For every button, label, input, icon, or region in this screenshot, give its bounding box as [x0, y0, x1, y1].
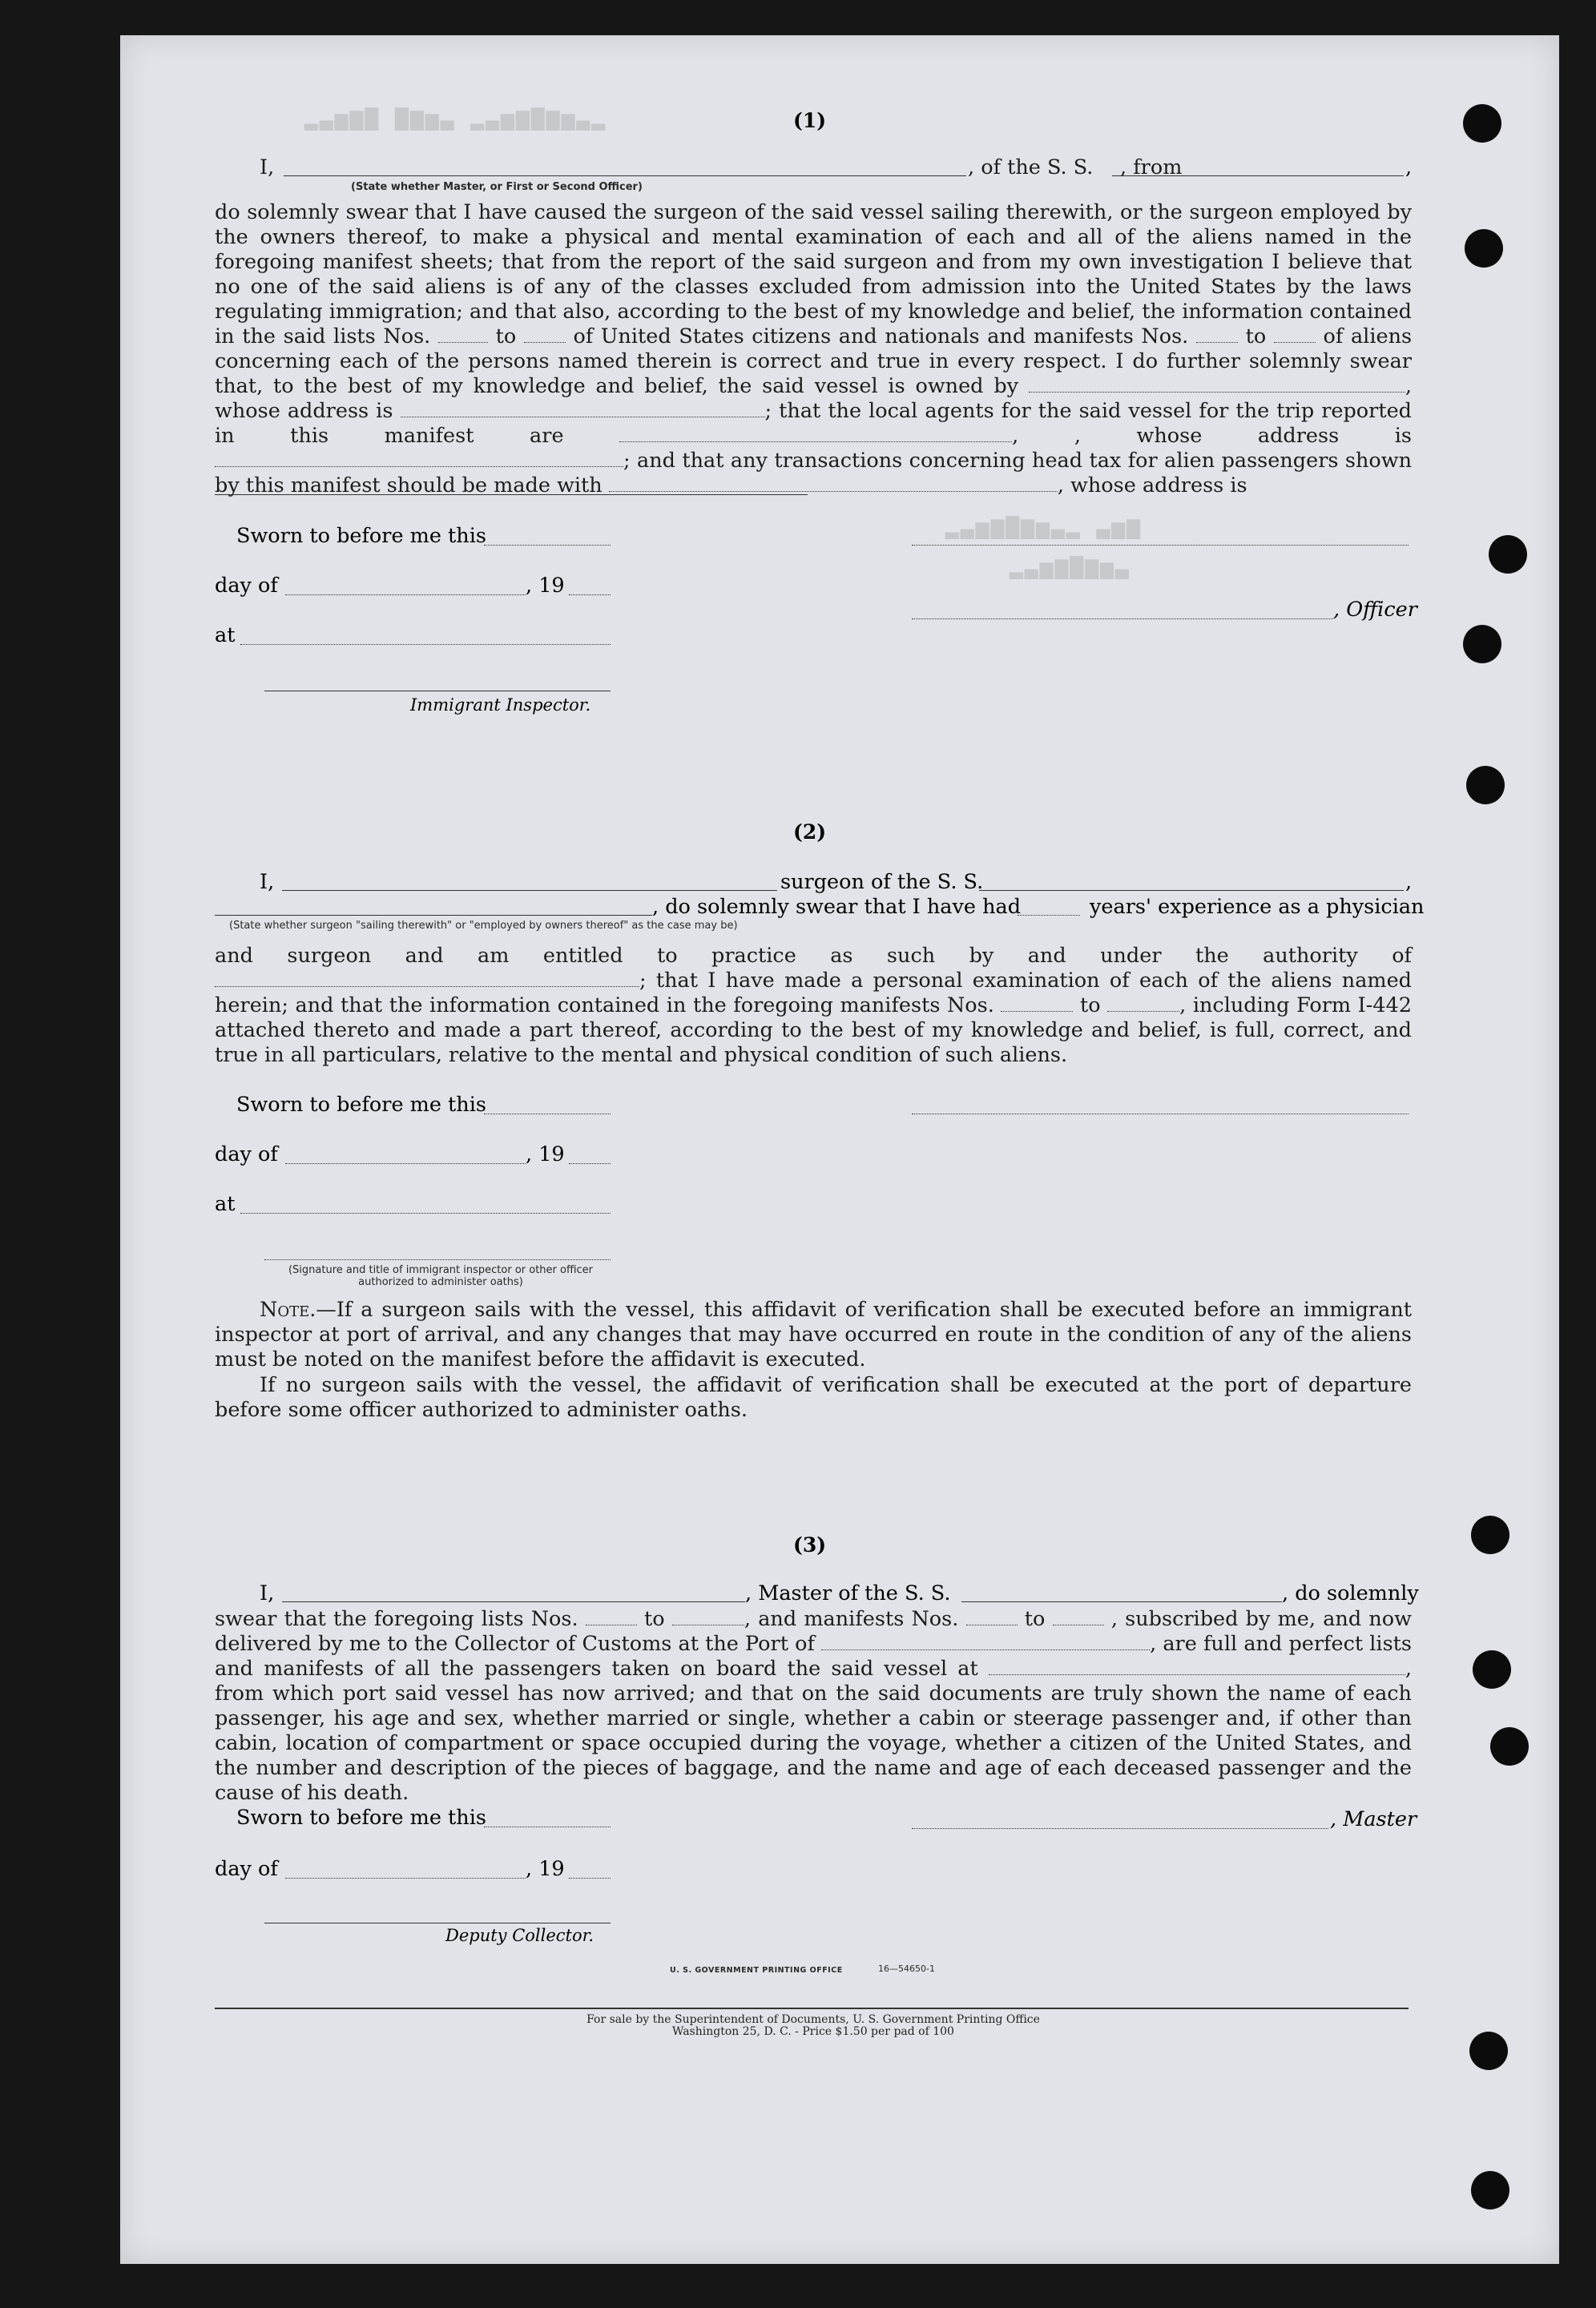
agents-field[interactable]	[619, 425, 1012, 442]
officer-signature-line[interactable]	[912, 545, 1409, 546]
owner-field[interactable]	[1029, 376, 1405, 393]
text: of aliens concerning each of the persons named therein is correct and true in every respect. I do further solemnly swear that, to the best of my knowledge and belief, the said vessel is owned by	[215, 324, 1413, 398]
manifest-no-from-field[interactable]	[1196, 326, 1238, 343]
month-field[interactable]	[285, 1878, 526, 1879]
note-paragraph-2	[215, 1373, 1412, 1423]
text: ,	[1405, 155, 1413, 179]
month-field[interactable]	[285, 594, 526, 595]
year-label: , 19	[526, 1142, 565, 1166]
manifest-no-to-field[interactable]	[1053, 1609, 1104, 1625]
note-paragraph	[215, 1298, 1412, 1372]
surgeon-note: (State whether surgeon "sailing therewith" or "employed by owners thereof" as the case may be)	[229, 920, 738, 932]
punch-hole	[1490, 1727, 1529, 1766]
text: I,	[260, 1581, 275, 1605]
sale-line: Washington 25, D. C. - Price $1.50 per pad of 100	[672, 2025, 954, 2038]
bleed-through: ▂▃▅▆▇▆▅▃▂ ▃▅▆	[945, 513, 1143, 539]
day-of-label: day of	[215, 1857, 278, 1881]
punch-hole	[1463, 104, 1501, 143]
bleed-through: ▂▃▅▆▇▆▅▃	[1010, 553, 1130, 579]
punch-hole	[1471, 2171, 1509, 2209]
punch-hole	[1465, 229, 1503, 268]
surgeon-status-line[interactable]	[215, 915, 652, 916]
vessel-name-line[interactable]	[979, 890, 1404, 891]
port-from-line[interactable]	[1203, 175, 1404, 176]
text: to	[644, 1607, 665, 1631]
manifest-no-from-field[interactable]	[1001, 995, 1073, 1012]
at-place-field[interactable]	[240, 1213, 611, 1214]
punch-hole	[1463, 625, 1501, 663]
text: years' experience as a physician	[1090, 895, 1425, 919]
sale-notice	[481, 2014, 1146, 2038]
text: to	[1079, 993, 1101, 1017]
note-label: Note.	[260, 1298, 316, 1322]
master-name-line[interactable]	[282, 1601, 745, 1602]
list-no-to-field[interactable]	[524, 326, 566, 343]
sworn-label: Sworn to before me this	[236, 1093, 486, 1117]
master-label: , Master	[1330, 1807, 1417, 1831]
text: surgeon of the S. S.	[780, 870, 984, 894]
inspector-signature-line[interactable]	[264, 1259, 611, 1260]
owner-address-field[interactable]	[401, 401, 765, 417]
sworn-label: Sworn to before me this	[236, 524, 486, 548]
text: , do solemnly	[1282, 1581, 1419, 1605]
vessel-name-line[interactable]	[961, 1601, 1282, 1602]
manifest-no-to-field[interactable]	[1274, 326, 1316, 343]
year-label: , 19	[526, 1857, 565, 1881]
year-field[interactable]	[569, 1163, 611, 1164]
section-number: (1)	[793, 109, 827, 132]
inspector-label: (Signature and title of immigrant inspector or other officer authorized to administer oaths)	[288, 1264, 594, 1288]
punch-hole	[1466, 766, 1505, 804]
punch-hole	[1473, 1650, 1511, 1689]
address-continuation-line[interactable]	[215, 494, 808, 495]
text: I,	[260, 870, 275, 894]
year-field[interactable]	[569, 1878, 611, 1879]
month-field[interactable]	[285, 1163, 526, 1164]
text: , do solemnly swear that I have had	[652, 895, 1022, 919]
text: , including Form I-442 attached thereto and made a part thereof, according to the best of my knowledge and belief, is full, correct, and true in all particulars, relative to the mental and physical condition of such aliens.	[215, 993, 1413, 1067]
inspector-label: Immigrant Inspector.	[410, 695, 591, 715]
text: —If a surgeon sails with the vessel, this affidavit of verification shall be executed before an immigrant inspector at port of arrival, and any changes that may have occurred en route in the condition of any of the aliens must be noted on the manifest before the affidavit is executed.	[215, 1298, 1412, 1372]
text: , are full and perfect lists and manifests of all the passengers taken on board the said vessel at	[215, 1632, 1412, 1681]
list-no-from-field[interactable]	[586, 1609, 637, 1625]
text: , of the S. S.	[968, 155, 1094, 179]
day-of-label: day of	[215, 574, 278, 598]
section-1-body: do solemnly swear that I have caused the surgeon of the said vessel sailing therewith, or the surgeon employed by the owners thereof, to make a physical and mental examination of each and all of the aliens named in the foregoing manifest sheets; that from the report of the said surgeon and from my own investigation I believe that no one of the said aliens is of any of the classes excluded from admission into the United States by the laws regulating immigration; and that also, according to the best of my knowledge and belief, the information contained in the said lists Nos. to of United States citizens and nationals and manifests Nos. to of aliens concerning each of the persons named therein is correct and true in every respect. I do further solemnly swear that, to the best of my knowledge and belief, the said vessel is owned by , whose address is ; that the local agents for the said vessel for the trip reported in this manifest are , , whose address is ; and that any transactions concerning head tax for alien passengers shown by this manifest should be made with , whose address is	[215, 200, 1413, 497]
text: do solemnly swear that I have caused the surgeon of the said vessel sailing therewith, or the surgeon employed by the owners thereof, to make a physical and mental examination of each and all of the aliens named in the foregoing manifest sheets; that from the report of the said surgeon and from my own investigation I believe that no one of the said aliens is of any of the classes excluded from admission into the United States by the laws regulating immigration; and that also, according to the best of my knowledge and belief, the information contained in the said lists Nos.	[215, 200, 1412, 348]
section-2-body	[215, 944, 1412, 1068]
at-label: at	[215, 623, 236, 647]
text: to	[495, 324, 517, 348]
footer-divider	[215, 2008, 1409, 2009]
text: ; that the local agents for the said vessel for the trip reported in this manifest are	[215, 399, 1413, 448]
section-number: (2)	[793, 820, 827, 844]
text: , Master of the S. S.	[745, 1581, 951, 1605]
master-signature-line[interactable]	[912, 1828, 1328, 1829]
port-of-field[interactable]	[821, 1633, 1150, 1650]
text: , whose address is	[215, 374, 1412, 423]
officer-note: (State whether Master, or First or Second Officer)	[351, 181, 643, 193]
manifest-no-from-field[interactable]	[966, 1609, 1018, 1625]
agents-address-field[interactable]	[215, 450, 623, 467]
officer-name-line[interactable]	[284, 175, 966, 176]
surgeon-name-line[interactable]	[282, 890, 777, 891]
text: and surgeon and am entitled to practice as such by and under the authority of	[215, 944, 1412, 968]
text: to	[1245, 324, 1267, 348]
punch-hole	[1471, 1516, 1509, 1554]
punch-hole	[1489, 535, 1527, 574]
text: ,	[1405, 870, 1413, 894]
list-no-from-field[interactable]	[438, 326, 488, 343]
years-experience-field[interactable]	[1018, 915, 1080, 916]
at-place-field[interactable]	[240, 644, 611, 645]
text: of United States citizens and nationals and manifests Nos.	[573, 324, 1189, 348]
sale-line: For sale by the Superintendent of Documents, U. S. Government Printing Office	[586, 2013, 1040, 2026]
punch-hole	[1469, 2032, 1508, 2070]
officer-title-line[interactable]	[912, 618, 1333, 619]
boarding-port-field[interactable]	[989, 1658, 1405, 1675]
year-field[interactable]	[569, 594, 611, 595]
head-tax-agent-field[interactable]	[609, 475, 1058, 492]
text: I,	[260, 155, 275, 179]
section-3-body	[215, 1607, 1412, 1806]
text: , and manifests Nos.	[744, 1607, 959, 1631]
text: ; that I have made a personal examination of each of the aliens named herein; and that the information contained in the foregoing manifests Nos.	[215, 969, 1412, 1017]
day-of-label: day of	[215, 1142, 278, 1166]
text: swear that the foregoing lists Nos.	[215, 1607, 578, 1631]
year-label: , 19	[526, 574, 565, 598]
text: ; and that any transactions concerning head tax for alien passengers shown by this manifest should be made with	[215, 449, 1412, 497]
text: If no surgeon sails with the vessel, the affidavit of verification shall be executed at the port of departure before some officer authorized to administer oaths.	[215, 1373, 1412, 1422]
list-no-to-field[interactable]	[672, 1609, 744, 1625]
bleed-through: ▂▃▅▆▇ ▇▆▅▃ ▂▃▅▆▇▆▅▃▂	[304, 104, 607, 131]
section-number: (3)	[793, 1533, 827, 1557]
section-1	[215, 155, 1412, 180]
collector-label: Deputy Collector.	[445, 1926, 594, 1945]
officer-label: , Officer	[1333, 598, 1417, 622]
text: , from	[1120, 155, 1183, 179]
text: , whose address is	[1074, 424, 1412, 448]
text: , subscribed by me, and now delivered by me to the Collector of Customs at the Port of	[215, 1607, 1412, 1656]
sworn-date-field[interactable]	[484, 545, 611, 546]
sworn-label: Sworn to before me this	[236, 1806, 486, 1830]
form-number: 16—54650-1	[878, 1964, 935, 1974]
text: to	[1024, 1607, 1046, 1631]
authority-field[interactable]	[215, 970, 639, 987]
gpo-imprint: U. S. GOVERNMENT PRINTING OFFICE	[670, 1966, 843, 1975]
at-label: at	[215, 1192, 236, 1216]
text: , from which port said vessel has now arrived; and that on the said documents are truly shown the name of each passenger, his age and sex, whether married or single, whether a cabin or steerage passenger and, if other than cabin, location of compartment or space occupied during the voyage, whether a citizen of the United States, and the number and description of the pieces of baggage, and the name and age of each deceased passenger and the cause of his death.	[215, 1657, 1412, 1805]
manifest-no-to-field[interactable]	[1107, 995, 1179, 1012]
text: , whose address is	[1057, 473, 1247, 497]
